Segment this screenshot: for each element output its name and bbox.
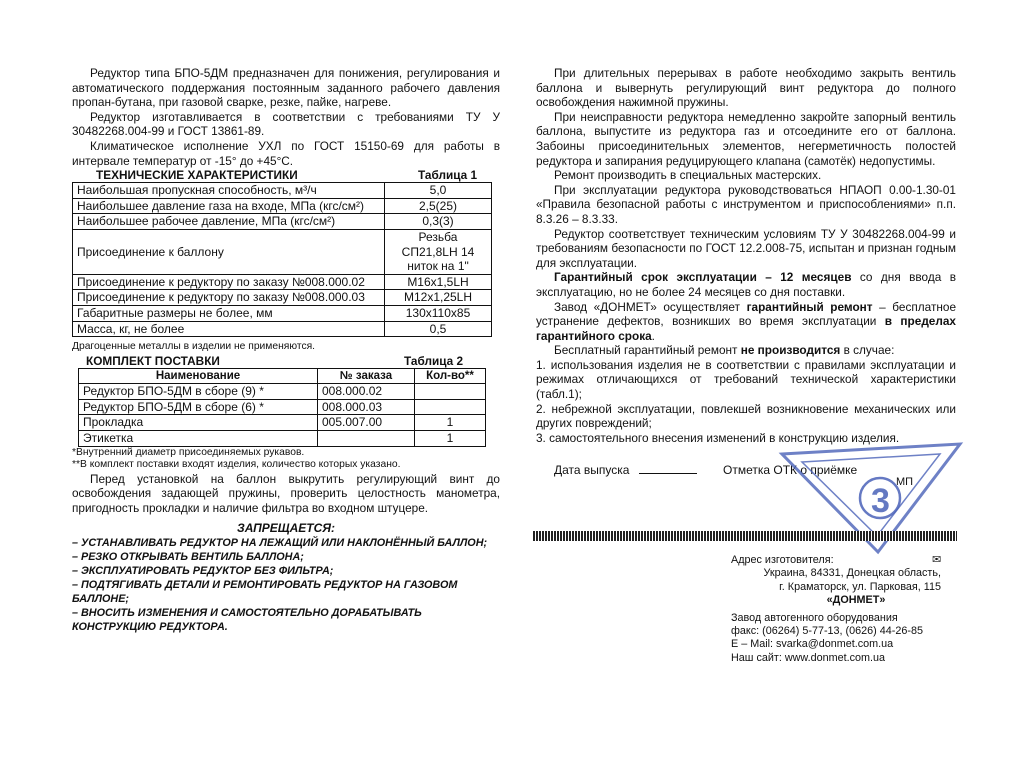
table1-param: Присоединение к баллону [73,229,385,274]
manufacturer-address [731,554,941,665]
case-item-1: 1. использования изделия не в соответствии с правилами эксплуатации и режимах отличающихся от требований технической характеристики (табл.1); [536,357,956,402]
table1-title: ТЕХНИЧЕСКИЕ ХАРАКТЕРИСТИКИ [96,168,298,183]
warranty-period-bold: Гарантийный срок эксплуатации – 12 месяцев [554,270,852,285]
table1-value: 130х110х85 [385,305,492,321]
table2-order: 005.007.00 [318,415,415,431]
forbidden-item: – РЕЗКО ОТКРЫВАТЬ ВЕНТИЛЬ БАЛЛОНА; [72,550,304,563]
release-date-line [639,473,697,474]
delivery-set-table [78,368,486,447]
forbidden-item: – ВНОСИТЬ ИЗМЕНЕНИЯ И САМОСТОЯТЕЛЬНО ДОРАБАТЫВАТЬ КОНСТРУКЦИЮ РЕДУКТОРА. [72,606,422,633]
malfunction-paragraph: При неисправности редуктора немедленно закройте запорный вентиль баллона, выпустите из редуктора газ и отсоедините его от баллона. Забоины присоединительных элементов, негерметичность полостей редуктора и запирания редуцирующего клапана (самотёк) недопустимы. [536,109,956,168]
table2-name: Редуктор БПО-5ДМ в сборе (9) * [79,384,318,400]
table2-order [318,430,415,446]
table1-param: Габаритные размеры не более, мм [73,305,385,321]
table1-param: Наибольшая пропускная способность, м³/ч [73,183,385,199]
left-column [72,66,500,634]
table1-value: М16х1,5LH [385,274,492,290]
table2-name: Этикетка [79,430,318,446]
company-name: «ДОНМЕТ» [826,594,886,607]
table2-row [79,384,486,400]
table2-header-row [79,368,486,384]
table1-row [73,214,492,230]
table2-header-name: Наименование [79,368,318,384]
no-free-repair-a: Бесплатный гарантийный ремонт [554,343,741,358]
intro-paragraph-1: Редуктор типа БПО-5ДМ предназначен для понижения, регулирования и автоматического поддержания постоянным заданного рабочего давления пропан-бутана, при газовой сварке, резке, пайке, нагреве. [72,66,500,110]
table1-param: Масса, кг, не более [73,321,385,337]
otk-mark-label: Отметка ОТК о приёмке [723,463,858,477]
address-title-row [731,554,941,567]
warranty-repair-d: в пределах гарантийного срока [536,314,956,343]
warranty-repair-a: Завод «ДОНМЕТ» осуществляет [554,299,747,314]
warranty-repair-b: гарантийный ремонт [746,299,873,314]
table1-row [73,274,492,290]
case-item-3: 3. самостоятельного внесения изменений в конструкцию изделия. [536,430,900,445]
table1-row [73,321,492,337]
case-item-2: 2. небрежной эксплуатации, повлекшей возникновение механических или других повреждений; [536,401,956,431]
table1-param: Присоединение к редуктору по заказу №008.000.02 [73,274,385,290]
warranty-repair-e: . [651,328,655,343]
table2-row [79,415,486,431]
table1-row [73,183,492,199]
table2-name: Прокладка [79,415,318,431]
table2-row [79,430,486,446]
table1-row [73,198,492,214]
mp-label: МП [896,476,914,488]
table2-header [86,354,500,368]
storage-paragraph: При длительных перерывах в работе необходимо закрыть вентиль баллона и вывернуть регулирующий винт редуктора до полного освобождения нажимной пружины. [536,66,956,110]
table1-value: 0,5 [385,321,492,337]
forbidden-list [72,536,500,634]
metals-note: Драгоценные металлы в изделии не применяются. [72,341,316,353]
website: Наш сайт: www.donmet.com.ua [731,651,886,664]
table1-value: 0,3(3) [385,214,492,230]
table1-value: 5,0 [385,183,492,199]
warranty-period-paragraph [536,270,956,299]
table1-row [73,229,492,274]
table2-order: 008.000.03 [318,399,415,415]
conformity-paragraph: Редуктор соответствует техническим условиям ТУ У 30482268.004-99 и требованиям безопасности по ГОСТ 12.2.008-75, испытан и признан годным для эксплуатации. [536,226,956,270]
table1-param: Присоединение к редуктору по заказу №008.000.03 [73,290,385,306]
no-free-repair-paragraph [536,343,956,358]
table1-param: Наибольшее давление газа на входе, МПа (кгс/см²) [73,198,385,214]
warranty-repair-c: – бесплатное устранение дефектов, возникших во время эксплуатации [536,299,957,329]
otk-mark-field [723,463,857,477]
table2-order: 008.000.02 [318,384,415,400]
warranty-repair-paragraph [536,300,956,344]
address-line: Украина, 84331, Донецкая область, [763,567,941,580]
release-date-label: Дата выпуска [554,463,630,477]
table1-value: Резьба СП21,8LH 14 ниток на 1" [385,229,492,274]
right-column [536,66,956,445]
table1-header [96,168,500,182]
table1-row [73,290,492,306]
table2-row [79,399,486,415]
intro-paragraph-2: Редуктор изготавливается в соответствии с требованиями ТУ У 30482268.004-99 и ГОСТ 13861-89. [72,109,500,139]
separator-bar [533,531,957,541]
table1-row [73,305,492,321]
forbidden-item: – ЭКСПЛУАТИРОВАТЬ РЕДУКТОР БЕЗ ФИЛЬТРА; [72,564,334,577]
table2-qty: 1 [415,415,486,431]
table2-header-qty: Кол-во** [415,368,486,384]
technical-characteristics-table [72,182,492,337]
forbidden-title: ЗАПРЕЩАЕТСЯ: [237,521,335,536]
table1-label: Таблица 1 [418,168,478,183]
address-title: Адрес изготовителя: [731,554,834,566]
table2-name: Редуктор БПО-5ДМ в сборе (6) * [79,399,318,415]
forbidden-item: – ПОДТЯГИВАТЬ ДЕТАЛИ И РЕМОНТИРОВАТЬ РЕДУКТОР НА ГАЗОВОМ БАЛЛОНЕ; [72,578,458,605]
release-date-field [554,463,697,477]
intro-paragraph-3: Климатическое исполнение УХЛ по ГОСТ 15150-69 для работы в интервале температур от -15° до +45°С. [72,138,500,168]
plant-name: Завод автогенного оборудования [731,611,898,624]
table2-label: Таблица 2 [404,353,464,368]
footnote-delivery: **В комплект поставки входят изделия, количество которых указано. [72,459,401,471]
repair-paragraph: Ремонт производить в специальных мастерских. [554,168,822,183]
warranty-period-rest: со дня ввода в эксплуатацию, но не более 24 месяцев со дня поставки. [536,270,956,299]
table2-title: КОМПЛЕКТ ПОСТАВКИ [86,353,220,368]
table1-param: Наибольшее рабочее давление, МПа (кгс/см²) [73,214,385,230]
stamp-number: 3 [871,482,890,520]
fax: факс: (06264) 5-77-13, (0626) 44-26-85 [731,625,923,638]
envelope-icon: ✉ [931,554,941,566]
safety-rules-paragraph: При эксплуатации редуктора руководствоваться НПАОП 0.00-1.30-01 «Правила безопасной работы с инструментом и приспособлениями» п.п. 8.3.26 – 8.3.33. [536,182,956,226]
forbidden-item: – УСТАНАВЛИВАТЬ РЕДУКТОР НА ЛЕЖАЩИЙ ИЛИ НАКЛОНЁННЫЙ БАЛЛОН; [72,536,488,549]
install-instructions: Перед установкой на баллон выкрутить регулирующий винт до освобождения задающей пружины, проверить целостность манометра, пригодность прокладки и наличие фильтра во входном штуцере. [72,471,500,515]
email: E – Mail: svarka@donmet.com.ua [731,638,894,651]
no-free-repair-b: не производится [740,343,841,358]
table2-qty [415,399,486,415]
otk-stamp-icon [760,440,970,560]
table2-qty [415,384,486,400]
table2-header-order: № заказа [318,368,415,384]
table1-value: М12х1,25LH [385,290,492,306]
no-free-repair-c: в случае: [840,343,895,358]
table2-qty: 1 [415,430,486,446]
address-line: г. Краматорск, ул. Парковая, 115 [779,580,941,593]
footnote-diameter: *Внутренний диаметр присоединяемых рукавов. [72,446,305,458]
table1-value: 2,5(25) [385,198,492,214]
